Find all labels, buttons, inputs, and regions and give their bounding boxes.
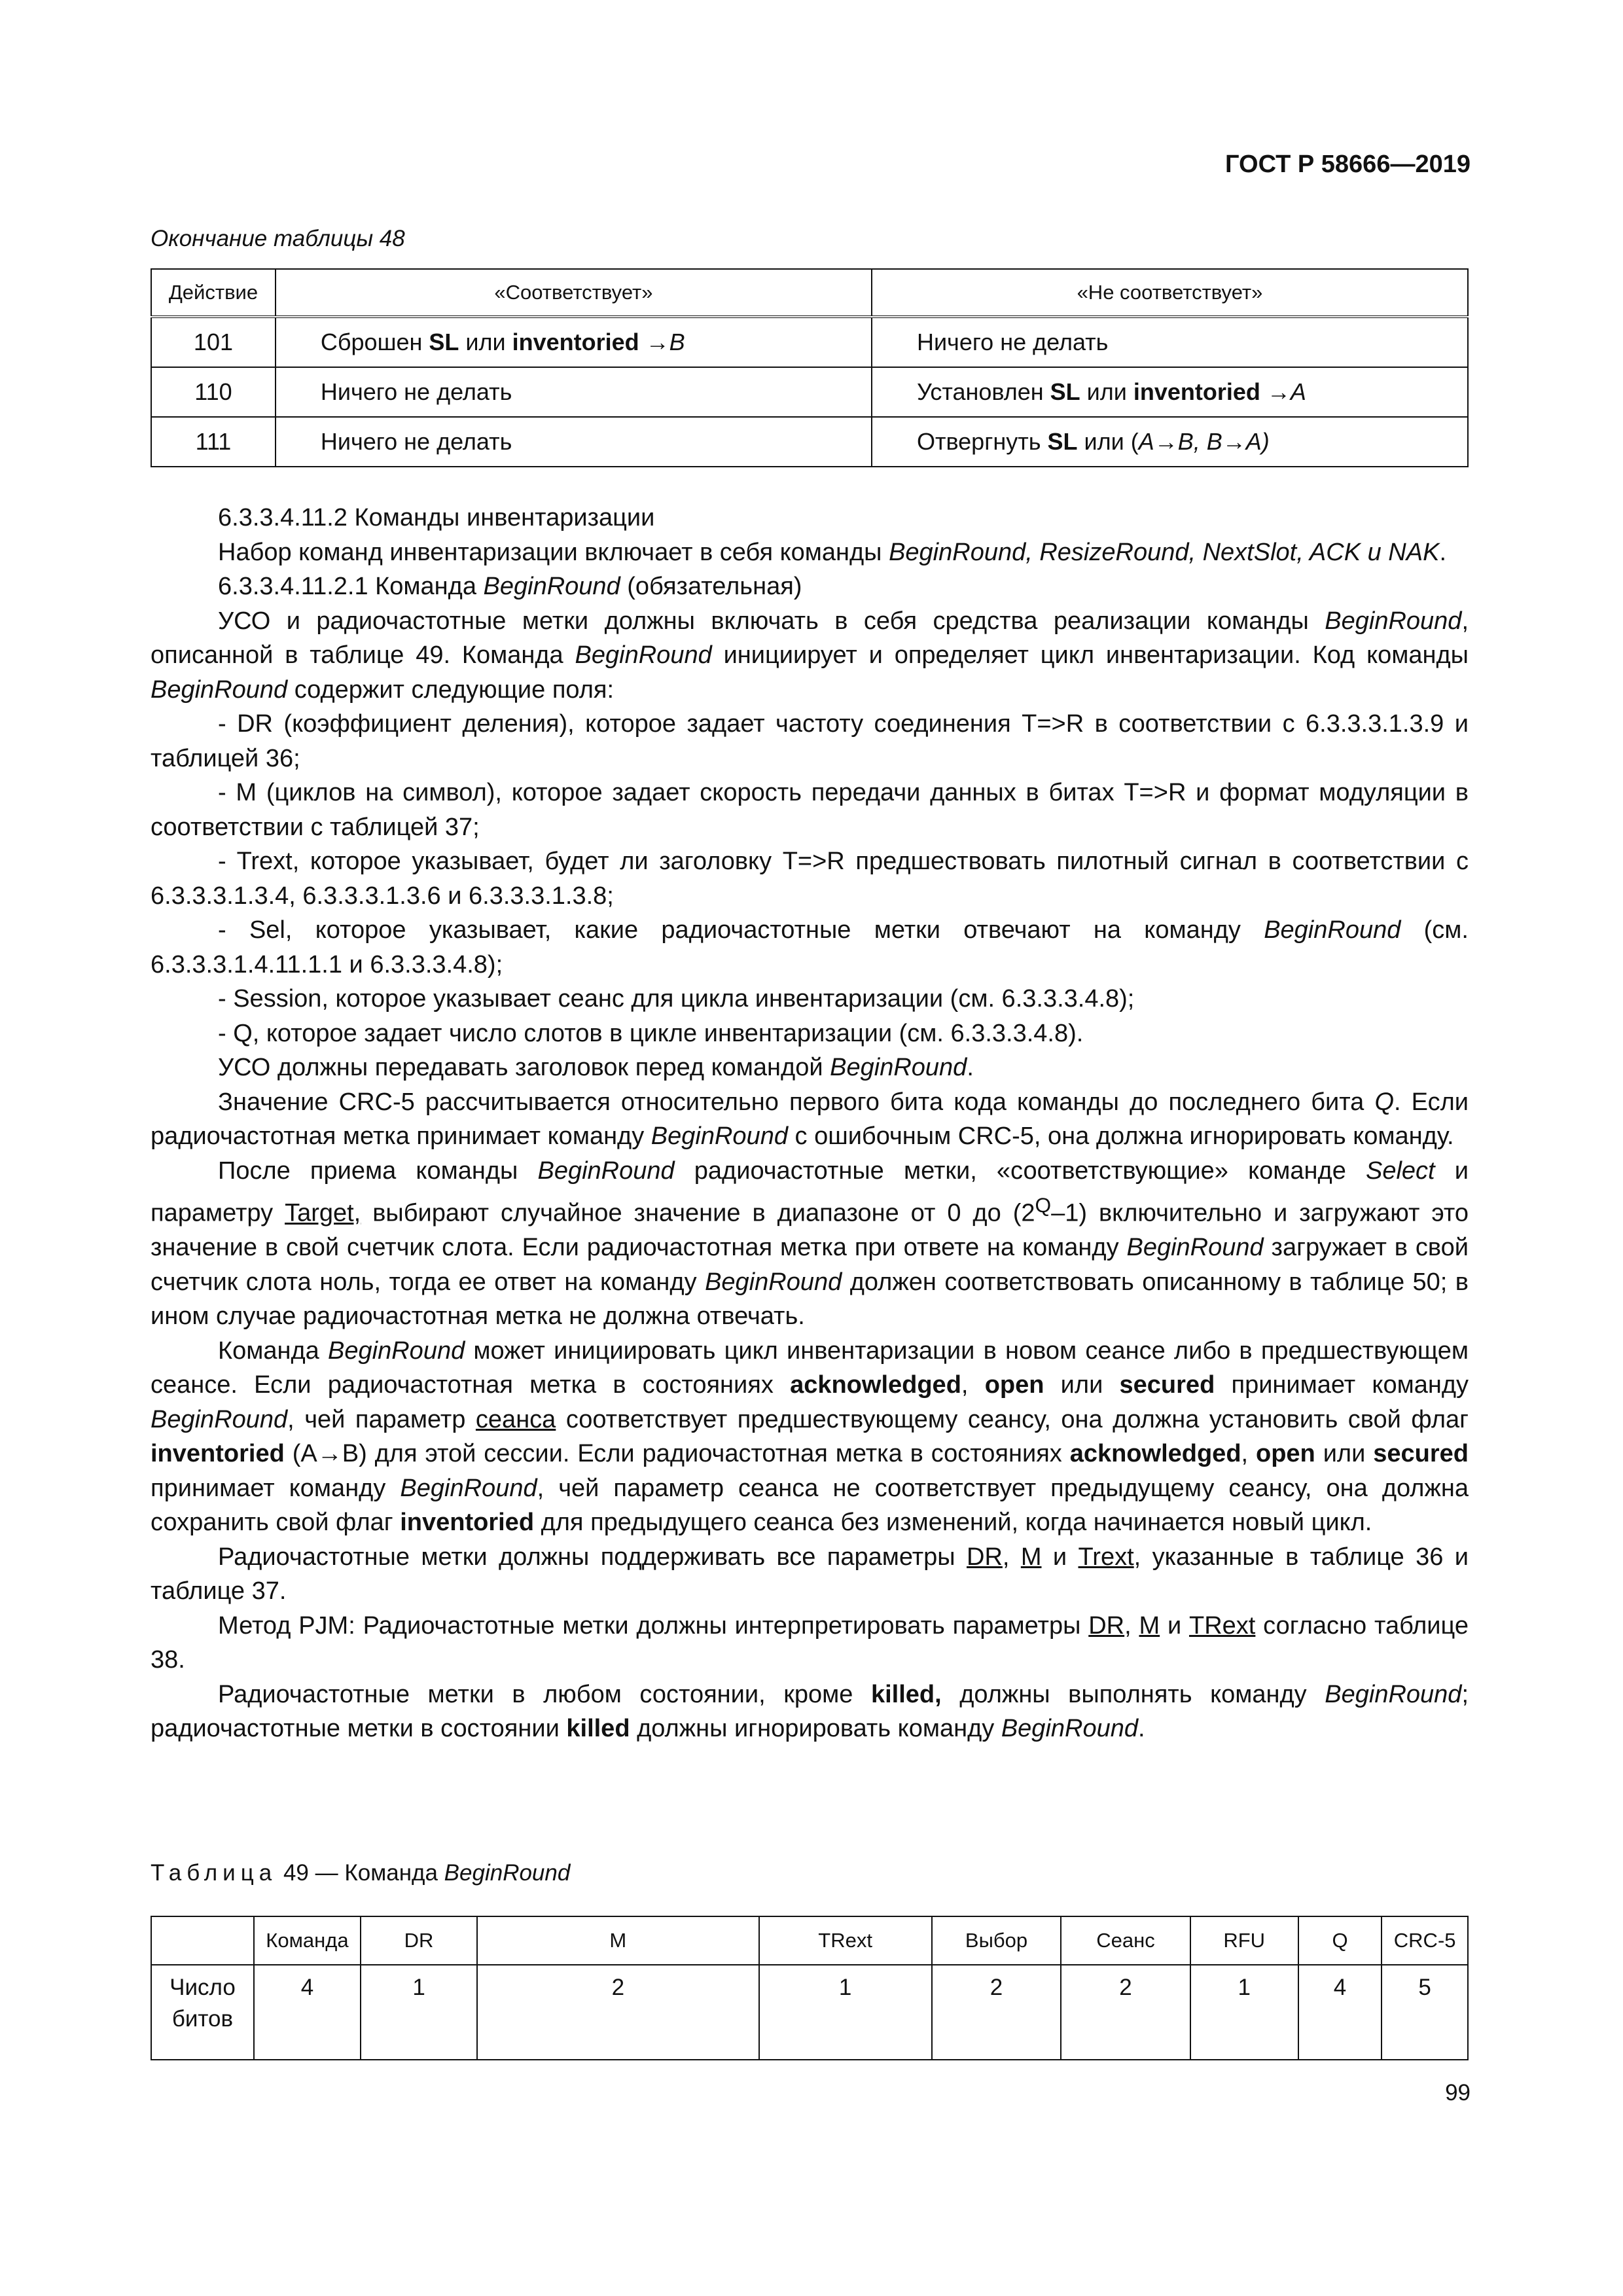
text-run: Отвергнуть <box>916 428 1048 455</box>
action-code: 101 <box>151 317 276 367</box>
text-run: (A→B) для этой сессии. Если радиочастотная метка в состояниях <box>284 1440 1070 1468</box>
text-run: Набор команд инвентаризации включает в себя команды <box>218 538 889 566</box>
text-run: BeginRound <box>151 675 288 704</box>
text-run: BeginRound <box>1126 1234 1264 1262</box>
paragraph <box>151 776 1469 844</box>
text-run: BeginRound <box>400 1474 537 1502</box>
nomatch-cell <box>872 367 1468 417</box>
text-run: УСО должны передавать заголовок перед командой <box>218 1054 830 1081</box>
text-run: BeginRound <box>151 1405 288 1433</box>
table-49-header: Q <box>1298 1916 1382 1965</box>
text-run: SL <box>1047 428 1078 455</box>
bit-count: 2 <box>477 1965 758 2060</box>
bit-count: 1 <box>1190 1965 1298 2060</box>
text-run: выбирают случайное значение в диапазоне от 0 до (2 <box>361 1199 1035 1227</box>
text-run: или <box>1315 1440 1374 1468</box>
text-run: M <box>1020 1543 1042 1571</box>
table-49-caption <box>151 1860 570 1886</box>
text-run: Радиочастотные метки в любом состоянии, кроме <box>218 1680 871 1708</box>
paragraph <box>151 1677 1469 1746</box>
text-run: DR <box>967 1543 1003 1571</box>
text-run: соответствует предшествующему сеансу, она должна установить свой флаг <box>556 1405 1469 1433</box>
text-run: , <box>1002 1543 1021 1571</box>
text-run: BeginRound, ResizeRound, NextSlot, ACK и NAK <box>889 538 1440 566</box>
table-49-header: Команда <box>254 1916 361 1965</box>
table-row <box>151 417 1468 467</box>
text-run: . <box>967 1054 974 1081</box>
text-run: сеанса <box>475 1405 556 1433</box>
table-49-header: DR <box>361 1916 477 1965</box>
paragraph <box>151 913 1469 982</box>
text-run: inventoried <box>400 1509 535 1537</box>
paragraph <box>151 604 1469 708</box>
text-run: После приема команды <box>218 1157 538 1185</box>
text-run: 6.3.3.4.11.2.1 Команда <box>218 573 484 600</box>
text-run: DR <box>1088 1611 1125 1640</box>
text-run: и <box>1041 1543 1079 1571</box>
text-run: open <box>984 1371 1044 1399</box>
text-run: - Q, которое задает число слотов в цикле инвентаризации (см. 6.3.3.3.4.8). <box>218 1019 1084 1047</box>
text-run: - Sel, которое указывает, какие радиочастотные метки отвечают на команду <box>218 916 1264 944</box>
text-run: Ничего не делать <box>320 378 512 405</box>
text-run: , <box>1124 1611 1139 1640</box>
text-run: и параметру <box>151 1157 1469 1227</box>
text-run: Ничего не делать <box>320 428 512 455</box>
text-run: Метод PJM: Радиочастотные метки должны интерпретировать параметры <box>218 1611 1089 1640</box>
text-run: (см. 6.3.3.3.1.4.11.1.1 и 6.3.3.3.4.8); <box>151 916 1469 978</box>
text-run: принимает команду <box>1215 1371 1469 1399</box>
text-run: или <box>1080 378 1133 405</box>
text-run: killed <box>566 1715 630 1743</box>
text-run: инициирует и определяет цикл инвентаризации. Код команды <box>711 641 1469 669</box>
caption-label: Таблица <box>151 1860 277 1886</box>
header-action: Действие <box>151 269 276 317</box>
bit-count: 2 <box>1061 1965 1190 2060</box>
text-run: - Trext, которое указывает, будет ли заголовку T=>R предшествовать пилотный сигнал в соответствии с 6.3.3.3.1.3.4, 6.3.3.3.1.3.6 и 6.3.3.3.1.3.8; <box>151 848 1469 910</box>
text-run: –1) включительно и загружают это значение в свой счетчик слота. Если радиочастотная метка при ответе на команду <box>151 1199 1469 1262</box>
text-run: inventoried <box>512 329 639 355</box>
bit-count: 1 <box>361 1965 477 2060</box>
text-run: загружает в свой счетчик слота ноль, тогда ее ответ на команду <box>151 1234 1469 1296</box>
paragraph <box>151 1050 1469 1085</box>
text-run: - M (циклов на символ), которое задает скорость передачи данных в битах T=>R и формат модуляции в соответствии с таблицей 37; <box>151 779 1469 841</box>
nomatch-cell <box>872 317 1468 367</box>
table-row <box>151 317 1468 367</box>
text-run: с ошибочным CRC-5, она должна игнорировать команду. <box>787 1122 1454 1150</box>
paragraph <box>151 1085 1469 1154</box>
text-run: inventoried <box>151 1440 285 1468</box>
match-cell <box>276 317 872 367</box>
table-49-header: CRC-5 <box>1382 1916 1468 1965</box>
table-49-header: Выбор <box>932 1916 1061 1965</box>
text-run: , <box>1241 1440 1256 1468</box>
table-49-header <box>151 1916 254 1965</box>
standard-header: ГОСТ Р 58666—2019 <box>1225 151 1471 178</box>
action-code: 110 <box>151 367 276 417</box>
text-run: , описанной в таблице 49. Команда <box>151 607 1469 669</box>
text-run: , указанные в таблице 36 и таблице 37. <box>151 1543 1469 1605</box>
text-run: и <box>1160 1611 1189 1640</box>
text-run: должны выполнять команду <box>941 1680 1325 1708</box>
bit-count: 2 <box>932 1965 1061 2060</box>
text-run: killed, <box>870 1680 942 1708</box>
text-run: 6.3.3.4.11.2 Команды инвентаризации <box>218 504 655 531</box>
text-run: Радиочастотные метки должны поддерживать все параметры <box>218 1543 967 1571</box>
text-run: Сброшен <box>320 329 429 355</box>
table-48 <box>151 268 1469 467</box>
text-run: secured <box>1119 1371 1215 1399</box>
text-run: содержит следующие поля: <box>287 675 615 704</box>
text-run: для предыдущего сеанса без изменений, когда начинается новый цикл. <box>534 1509 1372 1537</box>
table-48-caption: Окончание таблицы 48 <box>151 226 405 251</box>
caption-italic: BeginRound <box>444 1860 571 1886</box>
text-run: согласно таблице 38. <box>151 1611 1469 1674</box>
row-label: Число битов <box>151 1965 254 2060</box>
bit-count: 5 <box>1382 1965 1468 2060</box>
text-run: или <box>459 329 512 355</box>
text-run: или <box>1044 1371 1120 1399</box>
text-run: . <box>1138 1715 1145 1743</box>
paragraph <box>151 844 1469 913</box>
text-run: A→B, B→A) <box>1138 428 1270 455</box>
bit-count: 4 <box>254 1965 361 2060</box>
paragraph <box>151 1609 1469 1677</box>
table-49-header: M <box>477 1916 758 1965</box>
paragraph <box>151 1016 1469 1051</box>
nomatch-cell <box>872 417 1468 467</box>
text-run: Target, <box>285 1199 361 1227</box>
paragraph <box>151 501 1469 535</box>
text-run: →A <box>1260 378 1306 405</box>
header-match: «Соответствует» <box>276 269 872 317</box>
text-run: радиочастотные метки, «соответствующие» команде <box>674 1157 1366 1185</box>
text-run: BeginRound <box>328 1336 465 1365</box>
text-run: или ( <box>1077 428 1139 455</box>
paragraph <box>151 1540 1469 1609</box>
text-run: Select <box>1366 1157 1435 1185</box>
text-run: inventoried <box>1133 378 1260 405</box>
text-run: BeginRound <box>483 573 620 600</box>
text-run: должен соответствовать описанному в таблице 50; в ином случае радиочастотная метка не должна отвечать. <box>151 1268 1469 1331</box>
text-run: , чей параметр сеанса не соответствует предыдущему сеансу, она должна сохранить свой флаг <box>151 1474 1469 1537</box>
text-run: SL <box>1050 378 1080 405</box>
text-run: BeginRound <box>1325 1680 1462 1708</box>
text-run: , <box>961 1371 985 1399</box>
text-run: Значение CRC-5 рассчитывается относительно первого бита кода команды до последнего бита <box>218 1088 1375 1116</box>
text-run: TRext <box>1188 1611 1256 1640</box>
paragraph <box>151 707 1469 776</box>
text-run: acknowledged <box>790 1371 961 1399</box>
bit-count: 4 <box>1298 1965 1382 2060</box>
text-run: может инициировать цикл инвентаризации в новом сеансе либо в предшествующем сеансе. Если радиочастотная метка в состояниях <box>151 1336 1469 1399</box>
text-run: SL <box>429 329 459 355</box>
bit-count: 1 <box>759 1965 932 2060</box>
text-run: ; радиочастотные метки в состоянии <box>151 1680 1469 1743</box>
text-run: УСО и радиочастотные метки должны включать в себя средства реализации команды <box>218 607 1325 635</box>
text-run: Q <box>1374 1088 1394 1116</box>
text-run: BeginRound <box>1264 916 1401 944</box>
paragraph <box>151 1154 1469 1334</box>
text-run: Команда <box>218 1336 329 1365</box>
text-run: Trext <box>1078 1543 1134 1571</box>
table-49-header: RFU <box>1190 1916 1298 1965</box>
caption-rest: 49 — Команда <box>277 1860 444 1886</box>
text-run: BeginRound <box>651 1122 788 1150</box>
table-49-header: TRext <box>759 1916 932 1965</box>
text-run: →B <box>639 329 685 355</box>
table-row <box>151 367 1468 417</box>
text-run: . Если радиочастотная метка принимает команду <box>151 1088 1469 1150</box>
header-nomatch: «Не соответствует» <box>872 269 1468 317</box>
match-cell <box>276 417 872 467</box>
text-run: Q <box>1035 1193 1052 1217</box>
text-run: . <box>1439 538 1446 566</box>
paragraph <box>151 982 1469 1016</box>
table-49 <box>151 1916 1469 2060</box>
page-number: 99 <box>1445 2080 1471 2106</box>
text-run: принимает команду <box>151 1474 401 1502</box>
text-run: open <box>1256 1440 1315 1468</box>
table-49-header: Сеанс <box>1061 1916 1190 1965</box>
text-run: должны игнорировать команду <box>630 1715 1001 1743</box>
text-run: - Session, которое указывает сеанс для цикла инвентаризации (см. 6.3.3.3.4.8); <box>218 985 1135 1013</box>
text-run: BeginRound <box>705 1268 842 1296</box>
text-run: BeginRound <box>537 1157 675 1185</box>
paragraph <box>151 569 1469 604</box>
text-run: BeginRound <box>830 1054 967 1081</box>
paragraph <box>151 1334 1469 1540</box>
match-cell <box>276 367 872 417</box>
text-run: , чей параметр <box>287 1405 476 1433</box>
text-run: Ничего не делать <box>916 329 1109 355</box>
text-run: BeginRound <box>575 641 712 669</box>
text-run: M <box>1139 1611 1160 1640</box>
text-run: BeginRound <box>1001 1715 1138 1743</box>
paragraph <box>151 535 1469 570</box>
body-text <box>151 501 1469 1746</box>
text-run: Установлен <box>916 378 1050 405</box>
text-run: BeginRound <box>1325 607 1462 635</box>
text-run: secured <box>1373 1440 1469 1468</box>
text-run: - DR (коэффициент деления), которое задает частоту соединения T=>R в соответствии с 6.3.3.3.1.3.9 и таблицей 36; <box>151 710 1469 772</box>
action-code: 111 <box>151 417 276 467</box>
text-run: acknowledged <box>1069 1440 1241 1468</box>
text-run: (обязательная) <box>620 573 802 600</box>
